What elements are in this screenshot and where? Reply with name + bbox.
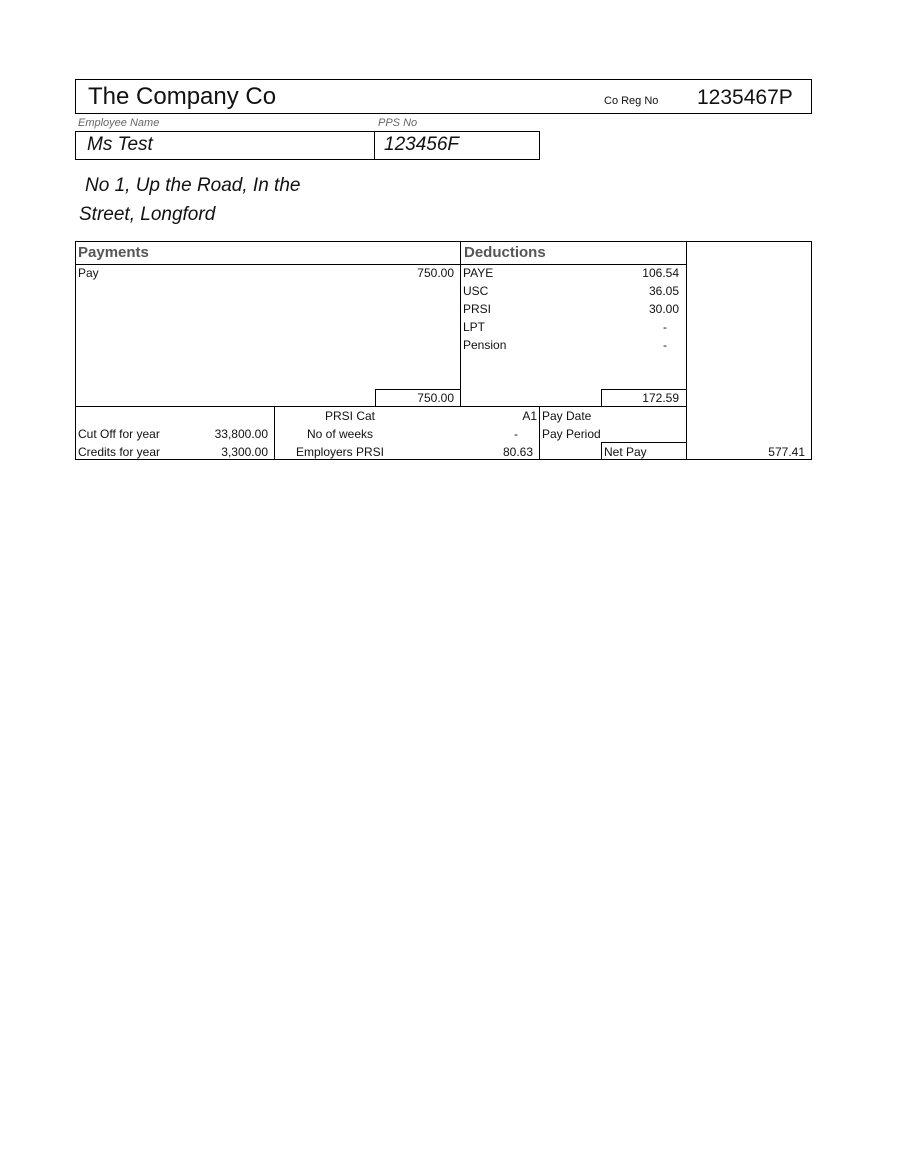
weeks-value: - <box>514 427 518 441</box>
deductions-right-divider <box>686 241 687 460</box>
deduction-item-label: Pension <box>463 338 507 352</box>
payments-total: 750.00 <box>417 391 454 405</box>
pps-value: 123456F <box>384 134 460 155</box>
co-reg-label: Co Reg No <box>604 95 659 107</box>
employee-name-label: Employee Name <box>78 117 160 129</box>
summary-divider-1 <box>274 406 275 460</box>
deduction-item-amount: - <box>663 338 667 352</box>
deduction-item-amount: 30.00 <box>648 302 679 316</box>
cut-off-value: 33,800.00 <box>214 427 268 441</box>
deductions-total: 172.59 <box>642 391 679 405</box>
address-line-2: Street, Longford <box>79 204 216 225</box>
payment-item-amount: 750.00 <box>417 266 454 280</box>
deduction-item-label: USC <box>463 284 489 298</box>
deduction-item-amount: 36.05 <box>648 284 679 298</box>
address-line-1: No 1, Up the Road, In the <box>85 175 301 196</box>
deductions-heading: Deductions <box>464 244 546 261</box>
net-pay-value: 577.41 <box>768 445 805 459</box>
weeks-label: No of weeks <box>306 427 374 441</box>
deduction-item-amount: - <box>663 320 667 334</box>
prsi-cat-label: PRSI Cat <box>324 409 375 423</box>
co-reg-value: 1235467P <box>697 86 793 109</box>
employers-prsi-value: 80.63 <box>502 445 533 459</box>
company-name: The Company Co <box>88 83 277 110</box>
payments-deductions-divider <box>460 241 461 406</box>
pay-period-label: Pay Period <box>542 427 601 441</box>
deduction-item-label: PAYE <box>463 266 494 280</box>
cut-off-label: Cut Off for year <box>78 427 160 441</box>
payment-item-label: Pay <box>78 266 99 280</box>
deduction-item-label: PRSI <box>463 302 492 316</box>
heading-rule <box>75 264 686 265</box>
credits-value: 3,300.00 <box>221 445 268 459</box>
credits-label: Credits for year <box>78 445 161 459</box>
summary-divider-2 <box>539 406 540 460</box>
employers-prsi-label: Employers PRSI <box>295 445 385 459</box>
payments-heading: Payments <box>78 244 149 261</box>
net-pay-label: Net Pay <box>604 445 647 459</box>
pay-date-label: Pay Date <box>542 409 592 423</box>
deduction-item-label: LPT <box>463 320 486 334</box>
employee-name-value: Ms Test <box>87 134 153 155</box>
pps-label: PPS No <box>378 117 418 129</box>
deduction-item-amount: 106.54 <box>642 266 679 280</box>
prsi-cat-value: A1 <box>522 409 537 423</box>
